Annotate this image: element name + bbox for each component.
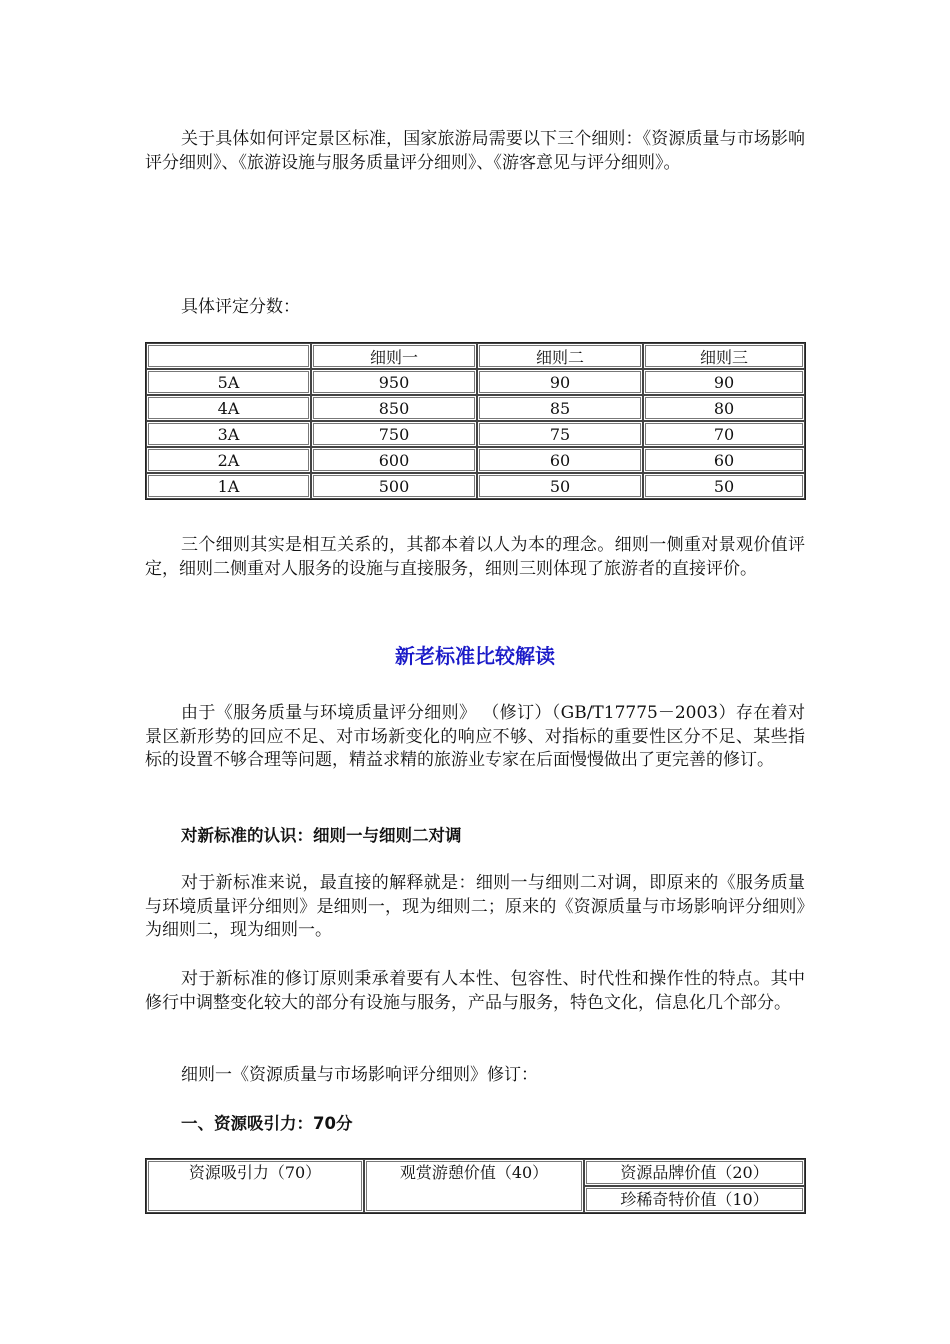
table-cell: 观赏游憩价值（40） <box>364 1159 584 1213</box>
intro-paragraph: 关于具体如何评定景区标准，国家旅游局需要以下三个细则：《资源质量与市场影响评分细则》、《旅游设施与服务质量评分细则》、《游客意见与评分细则》。 <box>145 129 805 173</box>
table-cell: 50 <box>477 473 643 499</box>
table-cell: 4A <box>146 395 311 421</box>
table-cell: 60 <box>477 447 643 473</box>
table-cell: 5A <box>146 369 311 395</box>
table-cell: 资源品牌价值（20） <box>584 1159 805 1186</box>
table-header-cell: 细则三 <box>643 343 805 369</box>
table-header-cell <box>146 343 311 369</box>
table-row <box>146 473 805 499</box>
table-header-row <box>146 343 805 369</box>
subheading-swap: 对新标准的认识：细则一与细则二对调 <box>181 826 462 845</box>
table-header-cell: 细则二 <box>477 343 643 369</box>
table-cell: 2A <box>146 447 311 473</box>
table-cell: 600 <box>311 447 477 473</box>
table-row <box>146 1159 805 1186</box>
section-heading: 新老标准比较解读 <box>395 644 555 668</box>
table-cell: 60 <box>643 447 805 473</box>
table-cell: 750 <box>311 421 477 447</box>
relation-paragraph: 三个细则其实是相互关系的，其都本着以人为本的理念。细则一侧重对景观价值评定，细则二侧重对人服务的设施与直接服务，细则三则体现了旅游者的直接评价。 <box>145 535 805 579</box>
table-cell: 3A <box>146 421 311 447</box>
principle-paragraph: 对于新标准的修订原则秉承着要有人本性、包容性、时代性和操作性的特点。其中修行中调整变化较大的部分有设施与服务，产品与服务，特色文化，信息化几个部分。 <box>145 969 805 1013</box>
table-row <box>146 447 805 473</box>
table-cell: 80 <box>643 395 805 421</box>
table-row <box>146 421 805 447</box>
table-cell: 50 <box>643 473 805 499</box>
table-row <box>146 395 805 421</box>
subheading-resource: 一、资源吸引力：70分 <box>181 1114 353 1133</box>
rule-one-paragraph: 细则一《资源质量与市场影响评分细则》修订： <box>181 1065 538 1085</box>
swap-paragraph: 对于新标准来说，最直接的解释就是：细则一与细则二对调，即原来的《服务质量与环境质量评分细则》是细则一，现为细则二；原来的《资源质量与市场影响评分细则》为细则二，现为细则一。 <box>145 873 805 940</box>
table-cell: 950 <box>311 369 477 395</box>
table-cell: 90 <box>643 369 805 395</box>
table-cell: 70 <box>643 421 805 447</box>
table-cell: 850 <box>311 395 477 421</box>
table-cell: 500 <box>311 473 477 499</box>
table-cell: 资源吸引力（70） <box>146 1159 364 1213</box>
table-header-cell: 细则一 <box>311 343 477 369</box>
table-cell: 珍稀奇特价值（10） <box>584 1186 805 1213</box>
score-table <box>145 342 806 500</box>
table-cell: 85 <box>477 395 643 421</box>
table-cell: 75 <box>477 421 643 447</box>
resource-table <box>145 1158 806 1214</box>
table-cell: 90 <box>477 369 643 395</box>
table-row <box>146 369 805 395</box>
revision-paragraph: 由于《服务质量与环境质量评分细则》 （修订）（GB/T17775－2003）存在着对景区新形势的回应不足、对市场新变化的响应不够、对指标的重要性区分不足、某些指标的设置不够合理等问题，精益求精的旅游业专家在后面慢慢做出了更完善的修订。 <box>145 703 805 770</box>
score-label: 具体评定分数： <box>181 297 300 317</box>
table-cell: 1A <box>146 473 311 499</box>
